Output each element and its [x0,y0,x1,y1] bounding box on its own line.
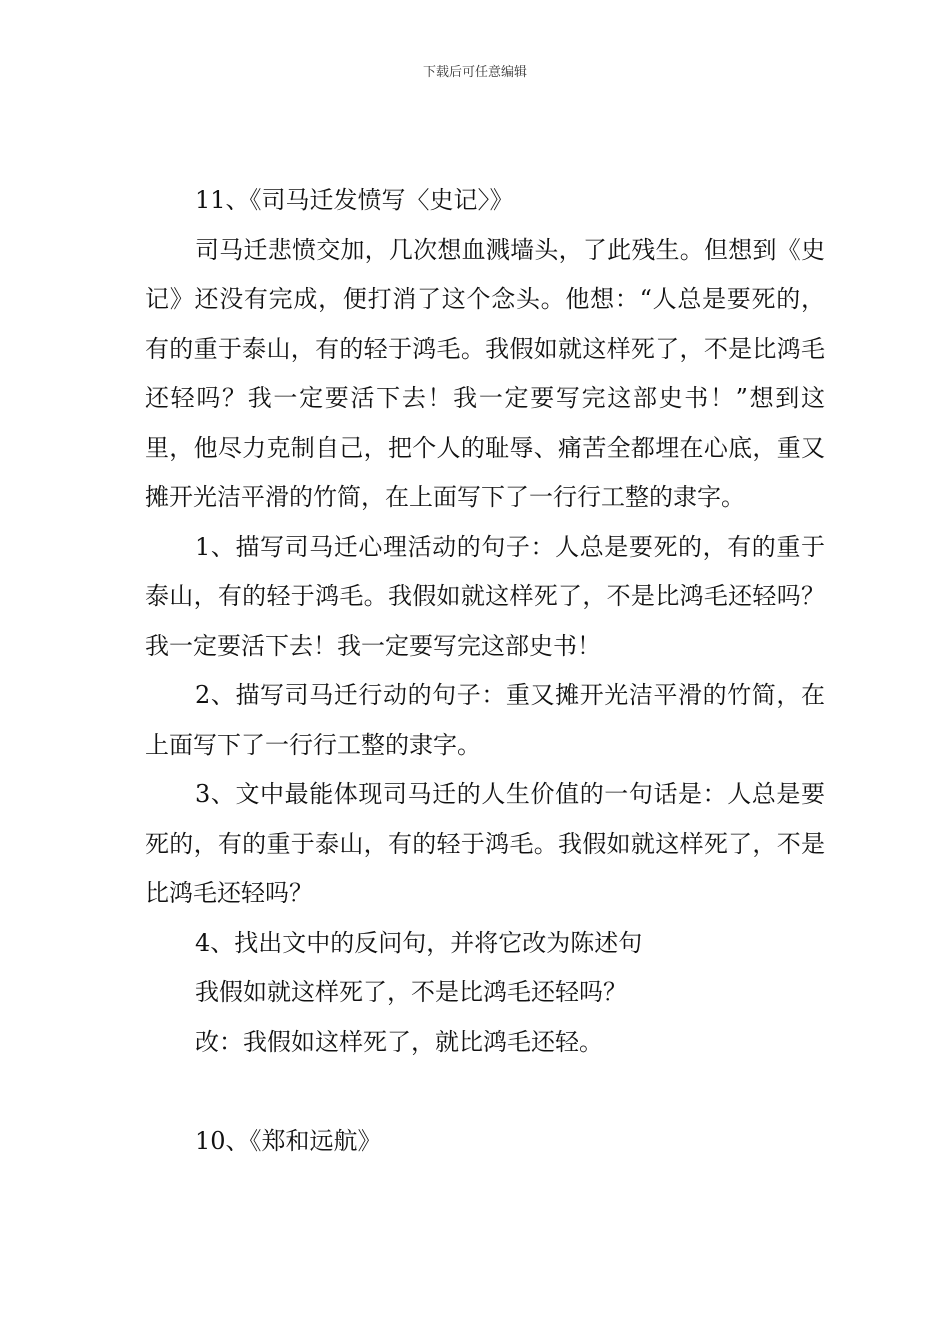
document-body [145,176,825,1167]
section-spacer [145,1067,825,1117]
page-header: 下载后可任意编辑 [422,65,527,80]
passage-paragraph: 司马迁悲愤交加，几次想血溅墙头，了此残生。但想到《史记》还没有完成，便打消了这个念头。他想：“人总是要死的，有的重于泰山，有的轻于鸿毛。我假如就这样死了，不是比鸿毛还轻吗？我一定要活下去！我一定要写完这部史书！”想到这里，他尽力克制自己，把个人的耻辱、痛苦全都埋在心底，重又摊开光洁平滑的竹简，在上面写下了一行行工整的隶字。 [145,235,825,511]
section-title-zhenghe: 10、《郑和远航》 [195,1127,382,1155]
question-1: 1、描写司马迁心理活动的句子：人总是要死的，有的重于泰山，有的轻于鸿毛。我假如就这样死了，不是比鸿毛还轻吗？我一定要活下去！我一定要写完这部史书！ [145,532,825,660]
question-4: 4、找出文中的反问句，并将它改为陈述句 [195,928,643,957]
question-4-answer: 改：我假如这样死了，就比鸿毛还轻。 [195,1027,603,1056]
question-3: 3、文中最能体现司马迁的人生价值的一句话是：人总是要死的，有的重于泰山，有的轻于鸿毛。我假如就这样死了，不是比鸿毛还轻吗？ [145,780,825,907]
question-2: 2、描写司马迁行动的句子：重又摊开光洁平滑的竹简，在上面写下了一行行工整的隶字。 [145,681,825,759]
question-4-original-sentence: 我假如就这样死了，不是比鸿毛还轻吗？ [195,978,627,1006]
section-title-shimaqian: 11、《司马迁发愤写〈史记〉》 [195,186,514,214]
